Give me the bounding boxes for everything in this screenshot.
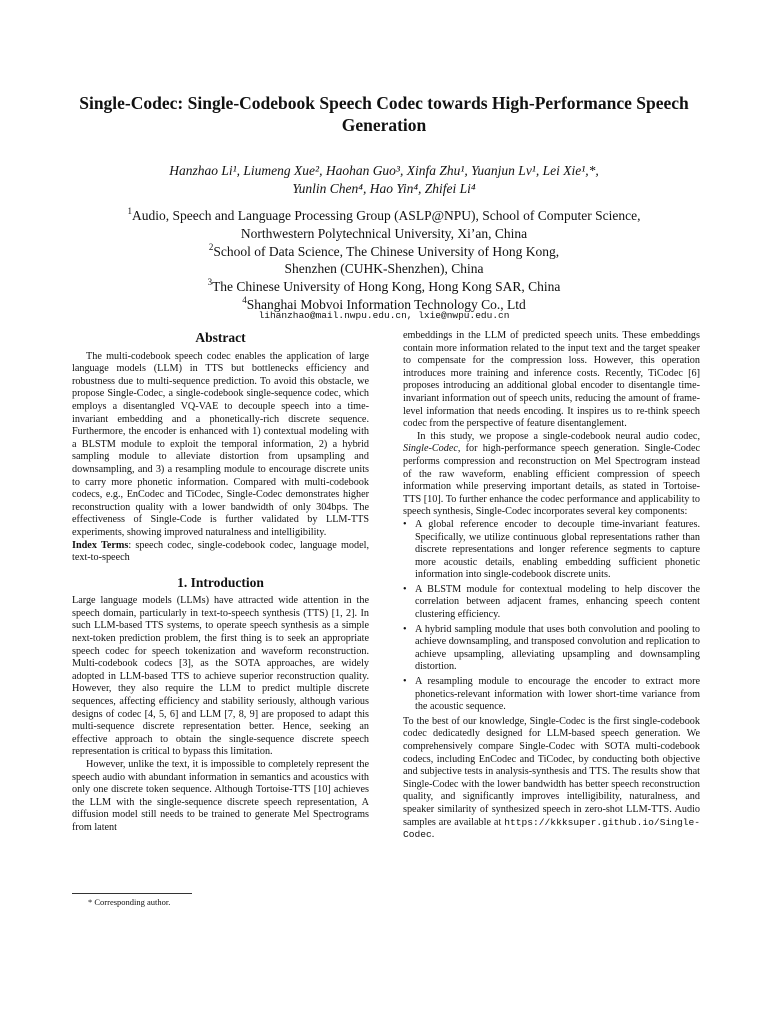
author-list bbox=[40, 162, 728, 198]
affiliation-3 bbox=[40, 278, 728, 296]
component-list bbox=[403, 519, 700, 714]
footnote-text: * Corresponding author. bbox=[88, 897, 171, 907]
list-item: • A global reference encoder to decouple time-invariant features. Specifically, we utilize continuous global representations rather than discrete representations and longer reference segments to capture more acoustic details, enabling embedding sufficient phonetic information into single-codebook discrete units. bbox=[403, 519, 700, 582]
p3-end: . bbox=[431, 829, 435, 841]
p2-end: , for high-performance speech generation. Single-Codec performs compression and reconstruction on Mel Spectrogram instead of the raw waveform, enabling efficient compression of speech information while preserving important details, as stated in Tortoise-TTS [10]. To further enhance the codec performance and applicability to speech synthesis, Single-Codec incorporates several key components: bbox=[403, 443, 700, 518]
paper-title: Single-Codec: Single-Codebook Speech Codec towards High-Performance Speech Generation bbox=[79, 93, 689, 135]
p2-start: In this study, we propose a single-codebook neural audio codec, bbox=[417, 430, 700, 442]
affiliation-1b bbox=[40, 225, 728, 243]
affil-text: Northwestern Polytechnical University, Xi’an, China bbox=[240, 225, 528, 241]
list-item: • A resampling module to encourage the encoder to extract more phonetics-relevant information with lower short-time variance from the acoustic sequence. bbox=[403, 676, 700, 714]
affiliations bbox=[40, 207, 728, 314]
affiliation-1a bbox=[40, 207, 728, 225]
codec-name: Single-Codec bbox=[403, 443, 458, 455]
introduction-heading: 1. Introduction bbox=[177, 574, 264, 590]
index-terms bbox=[72, 540, 369, 565]
affil-text: School of Data Science, The Chinese University of Hong Kong, bbox=[213, 243, 560, 259]
affil-text: Shanghai Mobvoi Information Technology Co., Ltd bbox=[246, 296, 526, 312]
footnote-rule bbox=[72, 893, 192, 894]
intro-paragraph-1: Large language models (LLMs) have attracted wide attention in the speech domain, particularly in text-to-speech synthesis (TTS) [1, 2]. In such LLM-based TTS systems, to operate speech synthesis as a simple next-token prediction problem, the first thing is to seek an appropriate speech codec for speech tokenization and waveform reconstruction. Multi-codebook codecs [3], as the SOTA approaches, are widely adopted in LLM-based TTS to achieve superior reconstruction quality. However, they also require the LLM to predict multiple discrete sequences, affecting efficiency and stability seriously, although various designs of codec [4, 5, 6] and LLM [7, 8, 9] are proposed to adapt this multi-sequence discrete representation better. Hence, seeking an effective approach to obtain the single-sequence discrete speech representation is critical to bypass this limitation. bbox=[72, 595, 369, 758]
authors-line-1: Hanzhao Li¹, Liumeng Xue², Haohan Guo³, Xinfa Zhu¹, Yuanjun Lv¹, Lei Xie¹,*, bbox=[169, 163, 599, 178]
affil-text: Audio, Speech and Language Processing Group (ASLP@NPU), School of Computer Science, bbox=[132, 208, 641, 223]
affil-num: 4 bbox=[242, 294, 247, 305]
affil-num: 3 bbox=[207, 277, 213, 288]
abstract-heading: Abstract bbox=[195, 330, 246, 345]
audio-samples-link[interactable]: https://kkksuper.github.io/Single-Codec bbox=[403, 816, 700, 841]
affiliation-2a bbox=[40, 243, 728, 261]
intro-paragraph-2: However, unlike the text, it is impossible to completely represent the speech audio with abundant information in semantics and acoustics with only one discrete token sequence. Although Tortoise-TTS [10] achieves the LLM with the single-sequence discrete speech representation, A diffusion model still needs to be trained to generate Mel Spectrograms from latent bbox=[72, 759, 369, 833]
index-terms-text: : speech codec, single-codebook codec, language model, text-to-speech bbox=[72, 539, 369, 564]
affil-num: 1 bbox=[127, 206, 132, 216]
contact-emails: lihanzhao@mail.nwpu.edu.cn, lxie@nwpu.edu.cn bbox=[258, 310, 510, 321]
affil-num: 2 bbox=[208, 241, 214, 252]
right-paragraph-2 bbox=[403, 431, 700, 519]
affil-text: The Chinese University of Hong Kong, Hong Kong SAR, China bbox=[212, 279, 561, 295]
right-paragraph-1: embeddings in the LLM of predicted speech units. These embeddings contain more information related to the input text and the target speaker to compensate for the compression loss. However, this operation introduces more training and inference costs. Recently, TiCodec [6] proposes introducing an additional global encoder to disentangle time-invariant information out of speech units, reducing the amount of frame-level information that needs encoding. It inspires us to re-think speech codec from the perspective of feature disentanglement. bbox=[403, 330, 700, 430]
list-item: • A hybrid sampling module that uses both convolution and pooling to achieve downsampling, and transposed convolution and replication to achieve upsampling, alleviating upsampling and downsampling distortion. bbox=[403, 624, 700, 674]
list-item: • A BLSTM module for contextual modeling to help discover the correlation between adjacent frames, enhancing speech content clustering efficiency. bbox=[403, 584, 700, 622]
footnote bbox=[72, 893, 369, 907]
affiliation-2b bbox=[40, 260, 728, 278]
affil-text: Shenzhen (CUHK-Shenzhen), China bbox=[284, 261, 484, 277]
index-terms-label: Index Terms bbox=[72, 539, 129, 551]
authors-line-2: Yunlin Chen⁴, Hao Yin⁴, Zhifei Li⁴ bbox=[292, 181, 476, 196]
left-column bbox=[72, 330, 369, 835]
abstract-paragraph: The multi-codebook speech codec enables the application of large language models (LLM) in TTS but bottlenecks efficiency and robustness due to multi-sequence prediction. To avoid this obstacle, we propose Single-Codec, a single-codebook single-sequence codec, which employs a disentangled VQ-VAE to decouple speech into a time-invariant embedding and a phonetically-rich discrete sequence. Furthermore, the encoder is enhanced with 1) contextual modeling with a BLSTM module to exploit the temporal information, 2) a hybrid sampling module to alleviate distortion from upsampling and downsampling, and 3) a resampling module to encourage discrete units to carry more phonetic information. Compared with multi-codebook codecs, e.g., EnCodec and TiCodec, Single-Codec demonstrates higher reconstruction quality with a lower bandwidth of only 304bps. The effectiveness of Single-Code is further validated by LLM-TTS experiments, showing improved naturalness and intelligibility. bbox=[72, 350, 369, 538]
p3-text: To the best of our knowledge, Single-Codec is the first single-codebook codec dedicatedly designed for LLM-based speech generation. We comprehensively compare Single-Codec with SOTA multi-codebook codecs, including EnCodec and TiCodec, by conducting both objective and subjective tests in analysis-synthesis and TTS. The results show that Single-Codec with the lower bandwidth has better speech reconstruction quality, and significantly improves intelligibility, naturalness, and speaker similarity of synthesized speech in zero-shot LLM-TTS. Audio samples are available at bbox=[403, 715, 700, 828]
right-paragraph-3 bbox=[403, 716, 700, 842]
right-column bbox=[403, 330, 700, 842]
